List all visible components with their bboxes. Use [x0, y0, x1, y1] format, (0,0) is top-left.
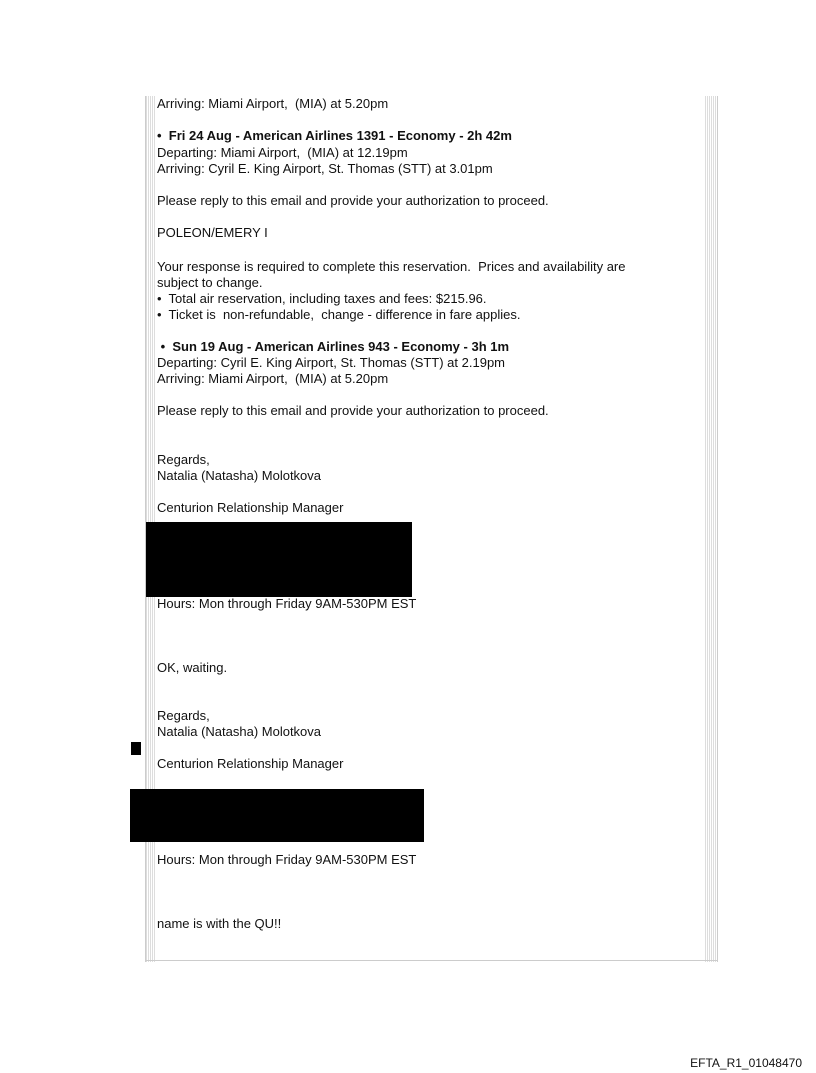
sender-name: Natalia (Natasha) Molotkova: [157, 724, 322, 739]
signoff: Regards,: [157, 708, 210, 723]
refund-policy: • Ticket is non-refundable, change - difference in fare applies.: [157, 307, 521, 322]
arrival-line: Arriving: Miami Airport, (MIA) at 5.20pm: [157, 371, 389, 386]
hours: Hours: Mon through Friday 9AM-530PM EST: [157, 852, 417, 867]
departure-line: Departing: Cyril E. King Airport, St. Thomas (STT) at 2.19pm: [157, 355, 505, 370]
passenger-name: POLEON/EMERY I: [157, 225, 268, 240]
signoff: Regards,: [157, 452, 210, 467]
redaction-block: [130, 789, 424, 842]
sender-title: Centurion Relationship Manager: [157, 500, 344, 515]
departure-line: Departing: Miami Airport, (MIA) at 12.19pm: [157, 145, 408, 160]
email-frame-right-border: [705, 96, 718, 962]
redaction-block: [146, 522, 412, 597]
flight-heading: • Fri 24 Aug - American Airlines 1391 - Economy - 2h 42m: [157, 128, 512, 143]
arrival-line: Arriving: Miami Airport, (MIA) at 5.20pm: [157, 96, 389, 111]
hours: Hours: Mon through Friday 9AM-530PM EST: [157, 596, 417, 611]
total-price: • Total air reservation, including taxes and fees: $215.96.: [157, 291, 487, 306]
flight-heading: • Sun 19 Aug - American Airlines 943 - Economy - 3h 1m: [157, 339, 510, 354]
sender-title: Centurion Relationship Manager: [157, 756, 344, 771]
sender-name: Natalia (Natasha) Molotkova: [157, 468, 322, 483]
reply-message: OK, waiting.: [157, 660, 228, 675]
reply-message: name is with the QU!!: [157, 916, 282, 931]
reply-request: Please reply to this email and provide your authorization to proceed.: [157, 403, 549, 418]
bates-number: EFTA_R1_01048470: [690, 1056, 802, 1070]
email-frame-bottom-border: [145, 960, 718, 961]
response-notice: Your response is required to complete this reservation. Prices and availability are: [157, 259, 626, 274]
redaction-mark: [131, 742, 141, 755]
response-notice-cont: subject to change.: [157, 275, 263, 290]
reply-request: Please reply to this email and provide your authorization to proceed.: [157, 193, 549, 208]
arrival-line: Arriving: Cyril E. King Airport, St. Thomas (STT) at 3.01pm: [157, 161, 493, 176]
